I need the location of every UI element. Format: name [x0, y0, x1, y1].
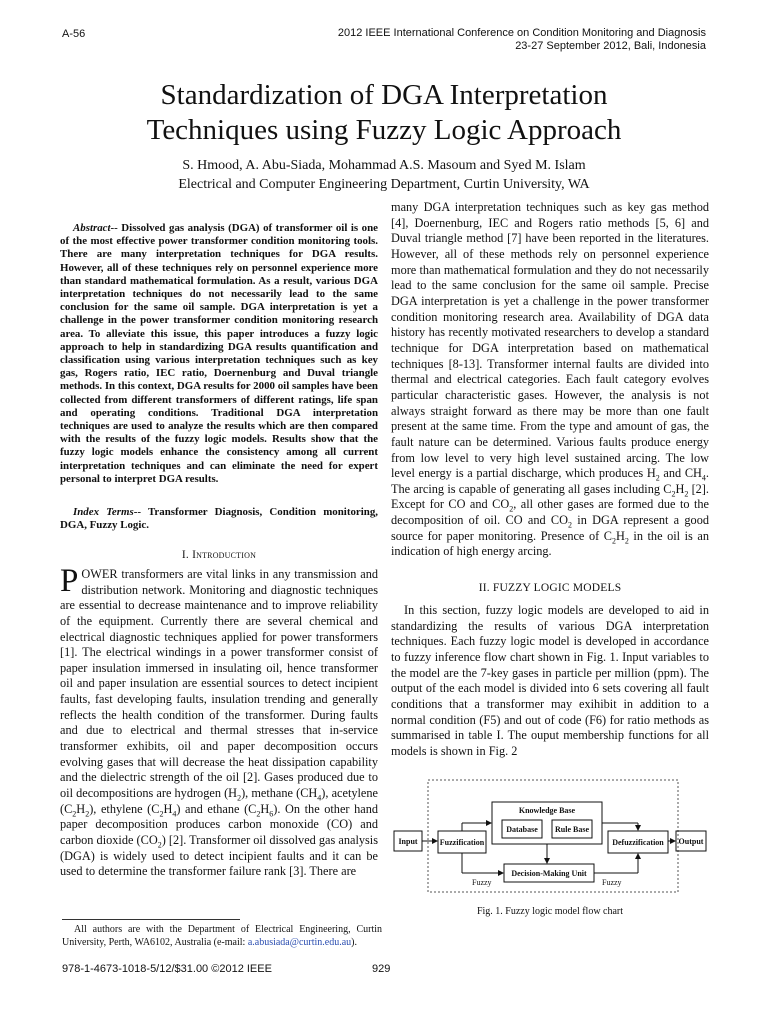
intro-text: , all other gases are formed due to the decomposition of oil. CO and CO [391, 497, 709, 528]
section-title: Introduction [192, 548, 257, 561]
left-column [60, 200, 378, 880]
author-block [0, 156, 768, 194]
database-label: Database [506, 825, 538, 834]
abstract [60, 222, 378, 486]
conference-name: 2012 IEEE International Conference on Condition Monitoring and Diagnosis [337, 27, 706, 39]
rule-base-label: Rule Base [555, 825, 589, 834]
defuzzification-label: Defuzzification [612, 838, 664, 847]
affiliation: Electrical and Computer Engineering Department, Curtin University, WA [178, 177, 590, 192]
intro-text: and CH [659, 466, 702, 481]
intro-text: . The arcing is capable of generating all gases including C [391, 466, 709, 496]
input-label: Input [398, 837, 418, 846]
index-terms-text: -- Transformer Diagnosis, Condition monitoring, DGA, Fuzzy Logic. [60, 506, 378, 532]
drop-cap: P [60, 562, 79, 599]
isbn-copyright: 978-1-4673-1018-5/12/$31.00 ©2012 IEEE [62, 963, 272, 975]
intro-paragraph: POWER transformers are vital links in any transmission and distribution network. Monitoring and diagnostic techniques are essential to decrease maintenance and to improve reliability of the equipment. Currently there are several chemical and electrical diagnostic techniques applied for power transformers [1]. The electrical windings in a power transformer consist of paper insulation immersed in insulating oil, hence transformer oil and paper insulation are essential sources to detect incipient faults, fast developing faults, insulation trending and generally reflects the health condition of the transformer. During faults and due to electrical and thermal stresses that in-service transformer exhibits, oil and paper decomposition occurs evolving gases that will decrease the heat dissipation capability and the dielectric strength of the oil [2]. Gases produced due to oil decompositions are hydrogen $(H_2)$, methane $(CH_4)$, acetylene $(C_2H_2)$, ethylene $(C_2H_4)$ and ethane $(C_2H_6)$. On the other hand paper decomposition produces carbon monoxide (CO) and carbon dioxide $(CO_2)$ [2]. Transformer oil dissolved gas analysis (DGA) is widely used to detect incipient faults and it can be used to determine the transformer failure rank [3]. There are [60, 562, 378, 879]
index-terms [60, 506, 378, 533]
title-line-1: Standardization of DGA Interpretation [160, 79, 608, 111]
intro-text: ), ethylene (C [89, 801, 160, 816]
section-heading-fuzzy [391, 582, 709, 594]
intro-continued-paragraph: many DGA interpretation techniques such as key gas method [4], Doernenburg, IEC and Rogers ratio methods [5, 6] and Duval triangle method [7] have been reported in the literatures. However, all of these methods rely on personnel experience more than mathematical formulation and they do not necessarily lead to the same conclusion for the same oil sample. Precise DGA interpretation is yet a challenge in the power transformer condition monitoring research area. Availability of DGA data history has recently motivated researchers to develop a standard technique for DGA interpretation based on mathematical techniques [8-13]. Transformer internal faults are divided into thermal and electrical categories. Each fault category evolves particular characteristic gases. However, the analysis is not always straight forward as there may be more than one fault present at the same time. From the type and amount of gas, the fault nature can be determined. Various faults produce energy from low level to very high level sustained arcing. The low level energy is a partial discharge, which produces $H_2$ and $CH_4$. The arcing is capable of generating all gases including $C_2H_2$ [2]. Except for CO and $CO_2$, all other gases are formed due to the decomposition of oil. CO and $CO_2$ in DGA represent a good source for paper monitoring. Presence of $C_2H_2$ in the oil is an indication of high energy arcing. [391, 200, 710, 559]
fuzzy-label-left: Fuzzy [472, 878, 492, 887]
knowledge-base-label: Knowledge Base [518, 806, 576, 815]
figure-caption: Fig. 1. Fuzzy logic model flow chart [476, 906, 624, 917]
output-label: Output [678, 837, 704, 846]
section-numeral: I. [181, 548, 189, 561]
intro-text: ), acetylene (C [60, 786, 378, 816]
page-code: A-56 [62, 28, 86, 40]
intro-text: many DGA interpretation techniques such as key gas method [4], Doernenburg, IEC and Rogers ratio methods [5, 6] and Duval triangle method [7] have been reported in the literatures. However, all of these methods rely on personnel experience more than mathematical formulation and they do not necessarily lead to the same conclusion for the same oil sample. Precise DGA interpretation is yet a challenge in the power transformer condition monitoring research area. Availability of DGA data history has recently motivated researchers to develop a standard technique for DGA interpretation based on mathematical techniques [8-13]. Transformer internal faults are divided into thermal and electrical categories. Each fault category evolves particular characteristic gases. However, the analysis is not always straight forward as there may be more than one fault present at the same time. From the type and amount of gas, the fault nature can be determined. Various faults produce energy from low level to very high level sustained arcing. The low level energy is a partial discharge, which produces H [391, 200, 709, 481]
intro-text: in the oil is an indication of high energy arcing. [391, 528, 710, 559]
abstract-label: Abstract [73, 222, 111, 234]
footnote [62, 924, 382, 949]
section-numeral: II. [478, 582, 490, 595]
authors: S. Hmood, A. Abu-Siada, Mohammad A.S. Masoum and Syed M. Islam [182, 158, 586, 173]
intro-text: in DGA represent a good source for paper monitoring. Presence of C [391, 513, 710, 543]
footnote-text: All authors are with the Department of Electrical Engineering, Curtin University, Perth, WA6102, Australia (e-mail: [62, 924, 382, 948]
fuzzy-paragraph: In this section, fuzzy logic models are developed to aid in standardizing the results of various DGA interpretation techniques. Each fuzzy logic model is developed in accordance to fuzzy inference flow chart shown in Fig. 1. Input variables to the model are the 7-key gases in particle per million (ppm). The output of the each model is divided into 6 sets covering all fault conditions that a transformer may exihibit in addition to a normal condition (F5) and out of code (F6) for ratio methods as summarised in table I. The ouput membership functions for all models is shown in Fig. 2 [391, 603, 709, 758]
fuzzification-label: Fuzzification [439, 838, 485, 847]
intro-text: ) and ethane (C [176, 801, 257, 816]
intro-text: OWER transformers are vital links in any transmission and distribution network. Monitoring and diagnostic techniques are essential to decrease maintenance and to improve reliability of the equipment. Currently there are several chemical and electrical diagnostic techniques applied for power transformers [1]. The electrical windings in a power transformer consist of paper insulation immersed in insulating oil, hence transformer oil and paper insulation are essential sources to detect incipient faults, fast developing faults, insulation trending and generally reflects the health condition of the transformer. During faults and due to electrical and thermal stresses that in-service transformer exhibits, oil and paper decomposition occurs evolving gases that will decrease the heat dissipation capability and the dielectric strength of the oil [2]. Gases produced due to oil decompositions are hydrogen (H [60, 566, 378, 801]
section-heading-introduction [60, 549, 378, 561]
fuzzy-label-right: Fuzzy [602, 878, 622, 887]
conference-dates: 23-27 September 2012, Bali, Indonesia [515, 40, 706, 52]
intro-text: [2]. Except for CO and CO [391, 481, 709, 512]
intro-text: ). On the other hand paper decomposition produces carbon monoxide (CO) and carbon dioxide (CO [60, 801, 378, 848]
section-title: FUZZY LOGIC MODELS [492, 582, 622, 595]
conference-header [246, 27, 706, 53]
intro-text: ) [2]. Transformer oil dissolved gas analysis (DGA) is widely used to detect incipient faults and it can be used to determine the transformer failure rank [3]. There are [60, 833, 378, 879]
decision-unit-label: Decision-Making Unit [511, 869, 587, 878]
title-line-2: Techniques using Fuzzy Logic Approach [146, 114, 622, 146]
author-email-link[interactable]: a.abusiada@curtin.edu.au [247, 936, 352, 948]
footnote-end: ). [351, 936, 357, 948]
fuzzy-logic-flowchart [392, 776, 712, 898]
footnote-divider [62, 919, 240, 920]
paper-title [0, 78, 768, 148]
right-column [391, 200, 709, 760]
index-terms-label: Index Terms [73, 506, 134, 519]
abstract-text: -- Dissolved gas analysis (DGA) of transformer oil is one of the most effective power transformer condition monitoring tools. There are many interpretation techniques for DGA results. However, all of these techniques rely on personnel experience more than standard mathematical formulation. As a result, various DGA interpretation techniques do not necessarily lead to the same conclusion for the same oil sample. DGA interpretation is yet a challenge in the power transformer condition monitoring research area. To alleviate this issue, this paper introduces a fuzzy logic approach to help in standardizing DGA results quantification and classification using various interpretation techniques such as key gas, Rogers ratio, IEC ratio, Doernenburg and Duval triangle methods. In this context, DGA results for 2000 oil samples have been collected from different transformers of different ratings, life span and operating conditions. Traditional DGA interpretation techniques are used to analyze the results which are then compared with the results of the fuzzy logic models. Results show that the fuzzy logic models enhance the consistency among all current interpretation techniques and can eliminate the need for expert personal to interpret DGA results. [60, 222, 378, 485]
intro-text: ), methane (CH [241, 786, 318, 801]
page-number: 929 [372, 963, 391, 975]
